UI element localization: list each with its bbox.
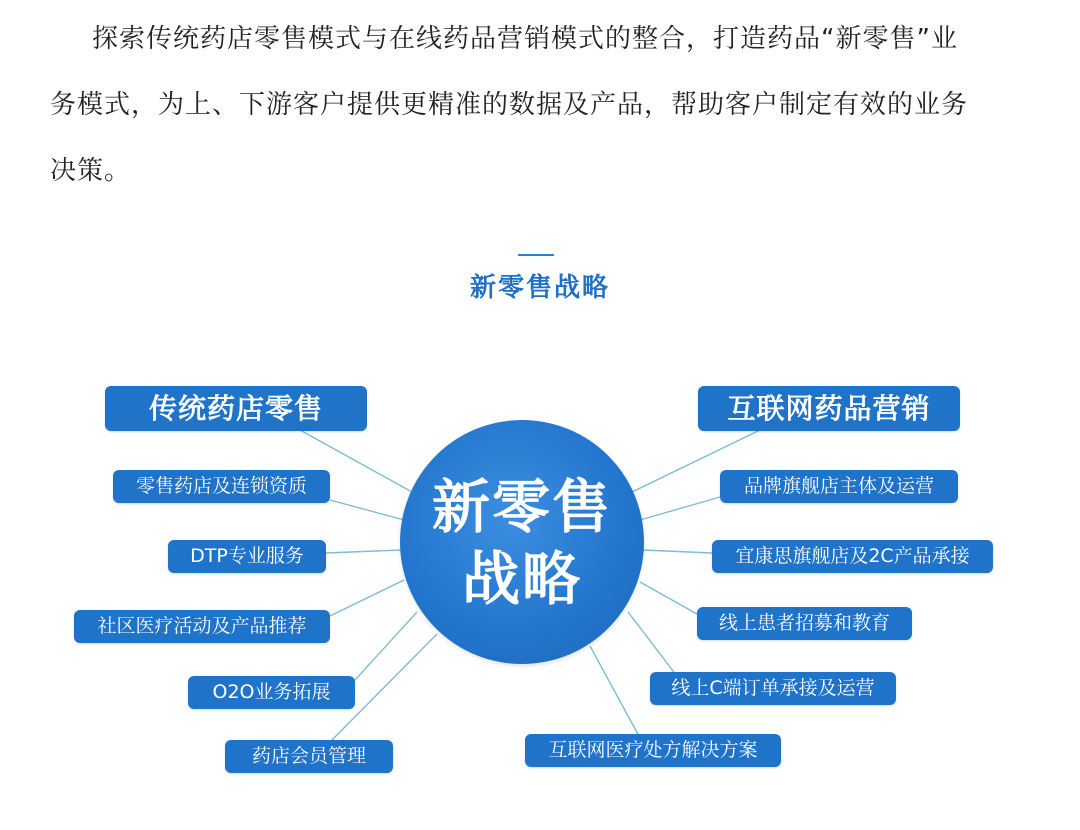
intro-line-3: 决策。 xyxy=(50,156,132,186)
left-item: 社区医疗活动及产品推荐 xyxy=(74,610,330,643)
connector-left-item-2 xyxy=(326,550,401,553)
left-item: 零售药店及连锁资质 xyxy=(113,470,330,503)
connector-right-item-4 xyxy=(628,612,680,680)
left-item: O2O业务拓展 xyxy=(188,676,355,709)
right-item: 品牌旗舰店主体及运营 xyxy=(720,470,958,503)
left-heading: 传统药店零售 xyxy=(105,386,367,431)
connector-right-item-3 xyxy=(640,582,697,614)
connector-left-item-4 xyxy=(355,612,417,680)
connector-left-item-1 xyxy=(330,500,404,520)
right-item: 线上患者招募和教育 xyxy=(697,607,912,640)
connector-right-item-2 xyxy=(643,550,712,553)
connector-right-item-1 xyxy=(640,497,720,520)
hub-label-line-1: 新零售 xyxy=(431,473,612,541)
connector-right-item-5 xyxy=(590,646,640,738)
hub-label-line-2: 战略 xyxy=(461,545,582,613)
hub-circle xyxy=(400,420,644,664)
section-title: 新零售战略 xyxy=(469,273,610,303)
right-item: 宜康思旗舰店及2C产品承接 xyxy=(712,540,993,573)
left-item: DTP专业服务 xyxy=(168,540,326,573)
right-heading: 互联网药品营销 xyxy=(698,386,960,431)
right-item: 线上C端订单承接及运营 xyxy=(650,672,896,705)
connector-left-item-3 xyxy=(330,580,404,616)
intro-line-2: 务模式，为上、下游客户提供更精准的数据及产品，帮助客户制定有效的业务 xyxy=(50,90,969,120)
intro-line-1: 探索传统药店零售模式与在线药品营销模式的整合，打造药品“新零售”业 xyxy=(92,24,958,54)
right-item: 互联网医疗处方解决方案 xyxy=(525,734,781,767)
left-item: 药店会员管理 xyxy=(225,740,393,773)
